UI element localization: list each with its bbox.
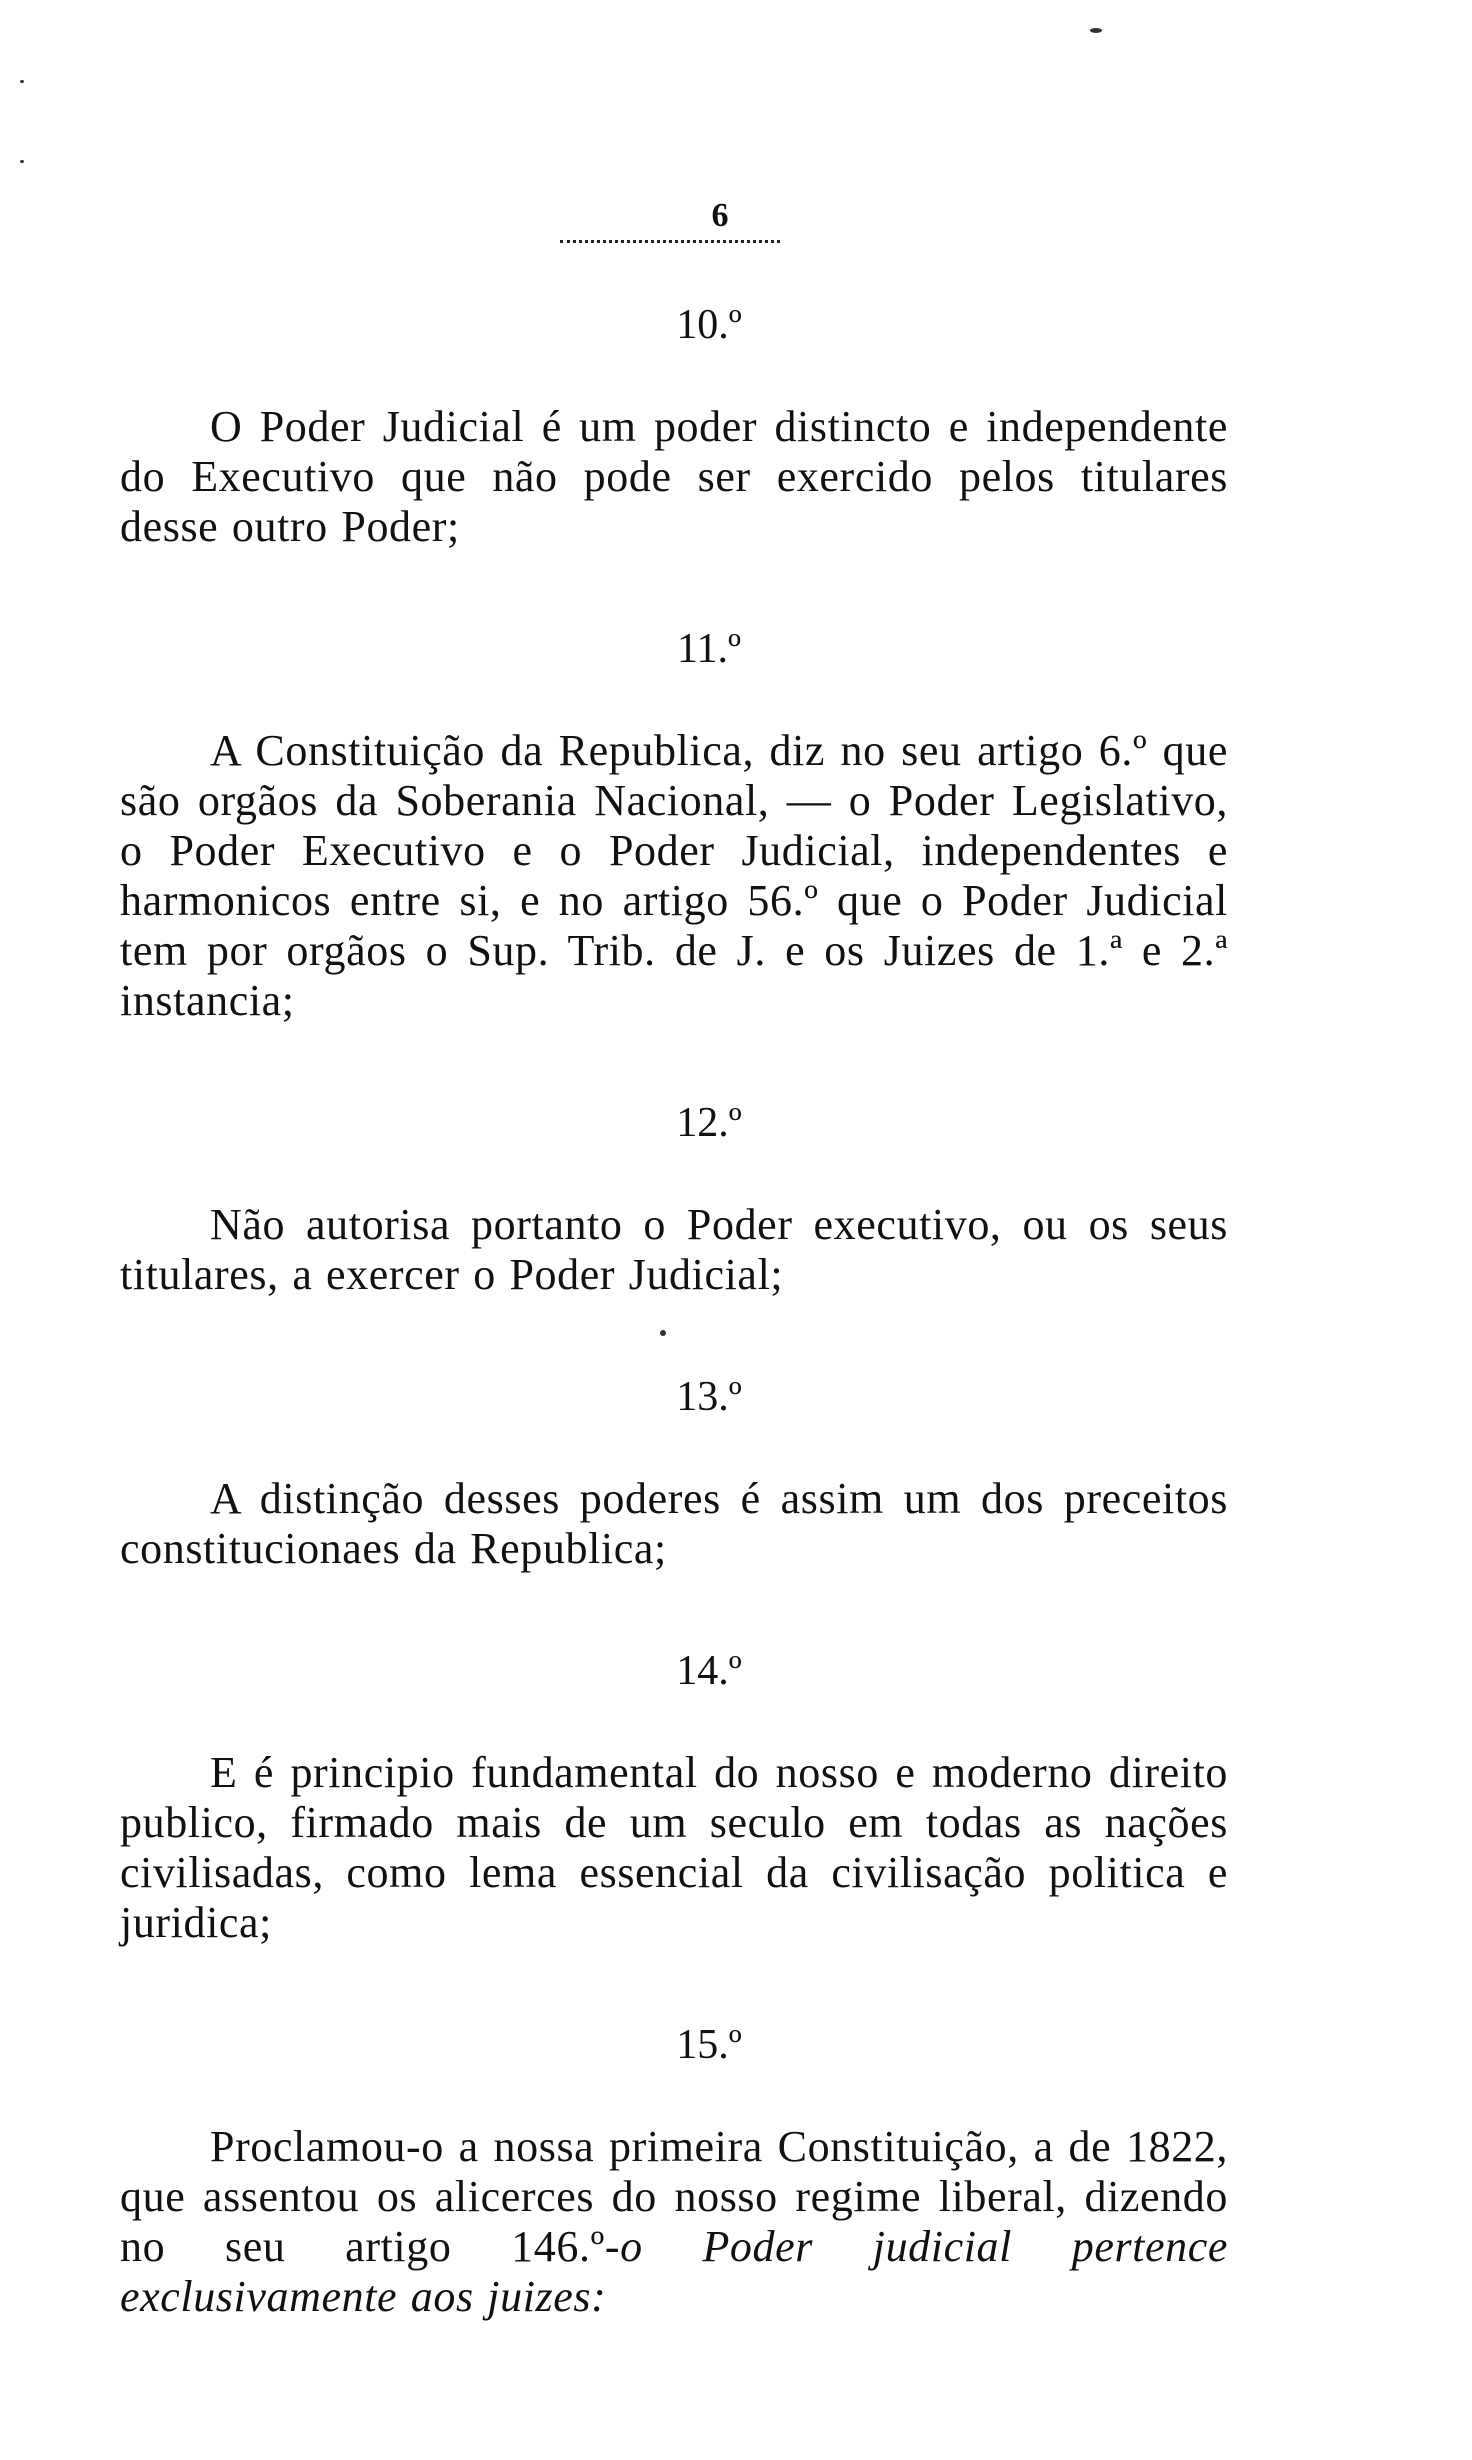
article-text: O Poder Judicial é um poder distincto e independente do Executivo que não pode ser exercido pelos titulares desse outro Poder; <box>120 402 1228 551</box>
article-number: 10.º <box>676 302 742 348</box>
dotted-rule <box>560 240 780 243</box>
article-15 <box>120 2020 1228 2322</box>
article-11 <box>120 624 1228 1026</box>
article-14 <box>120 1646 1228 1948</box>
article-10 <box>120 300 1228 552</box>
article-text <box>120 2122 1228 2322</box>
page-header <box>560 196 780 243</box>
page-number: 6 <box>711 197 729 234</box>
article-text: Não autorisa portanto o Poder executivo, ou os seus titulares, a exercer o Poder Judicial; <box>120 1200 1228 1299</box>
article-text: E é principio fundamental do nosso e moderno direito publico, firmado mais de um seculo em todas as nações civilisadas, como lema essencial da civilisação politica e juridica; <box>120 1748 1228 1947</box>
article-number: 12.º <box>676 1100 742 1146</box>
article-text-roman: Proclamou-o a nossa primeira Constituição, a de 1822, que assentou os alicerces do nosso regime liberal, dizendo no seu artigo 146.º- <box>120 2122 1228 2271</box>
scan-speck <box>660 1330 666 1336</box>
article-13 <box>120 1372 1228 1574</box>
document-body <box>120 300 1228 2394</box>
scan-speck <box>1090 28 1102 33</box>
article-number: 13.º <box>676 1374 742 1420</box>
article-text-italic-quote: o Poder judicial pertence exclusivamente aos juizes: <box>120 2222 1228 2321</box>
article-text: A Constituição da Republica, diz no seu artigo 6.º que são orgãos da Soberania Nacional, — o Poder Legislativo, o Poder Executivo e o Poder Judicial, independentes e harmonicos entre si, e no artigo 56.º que o Poder Judicial tem por orgãos o Sup. Trib. de J. e os Juizes de 1.ª e 2.ª instancia; <box>120 726 1228 1025</box>
scan-speck <box>20 80 24 83</box>
article-text: A distinção desses poderes é assim um dos preceitos constitucionaes da Republica; <box>120 1474 1228 1573</box>
scan-speck <box>20 160 24 163</box>
article-number: 14.º <box>676 1648 742 1694</box>
article-12 <box>120 1098 1228 1300</box>
article-number: 15.º <box>676 2022 742 2068</box>
article-number: 11.º <box>677 626 741 672</box>
